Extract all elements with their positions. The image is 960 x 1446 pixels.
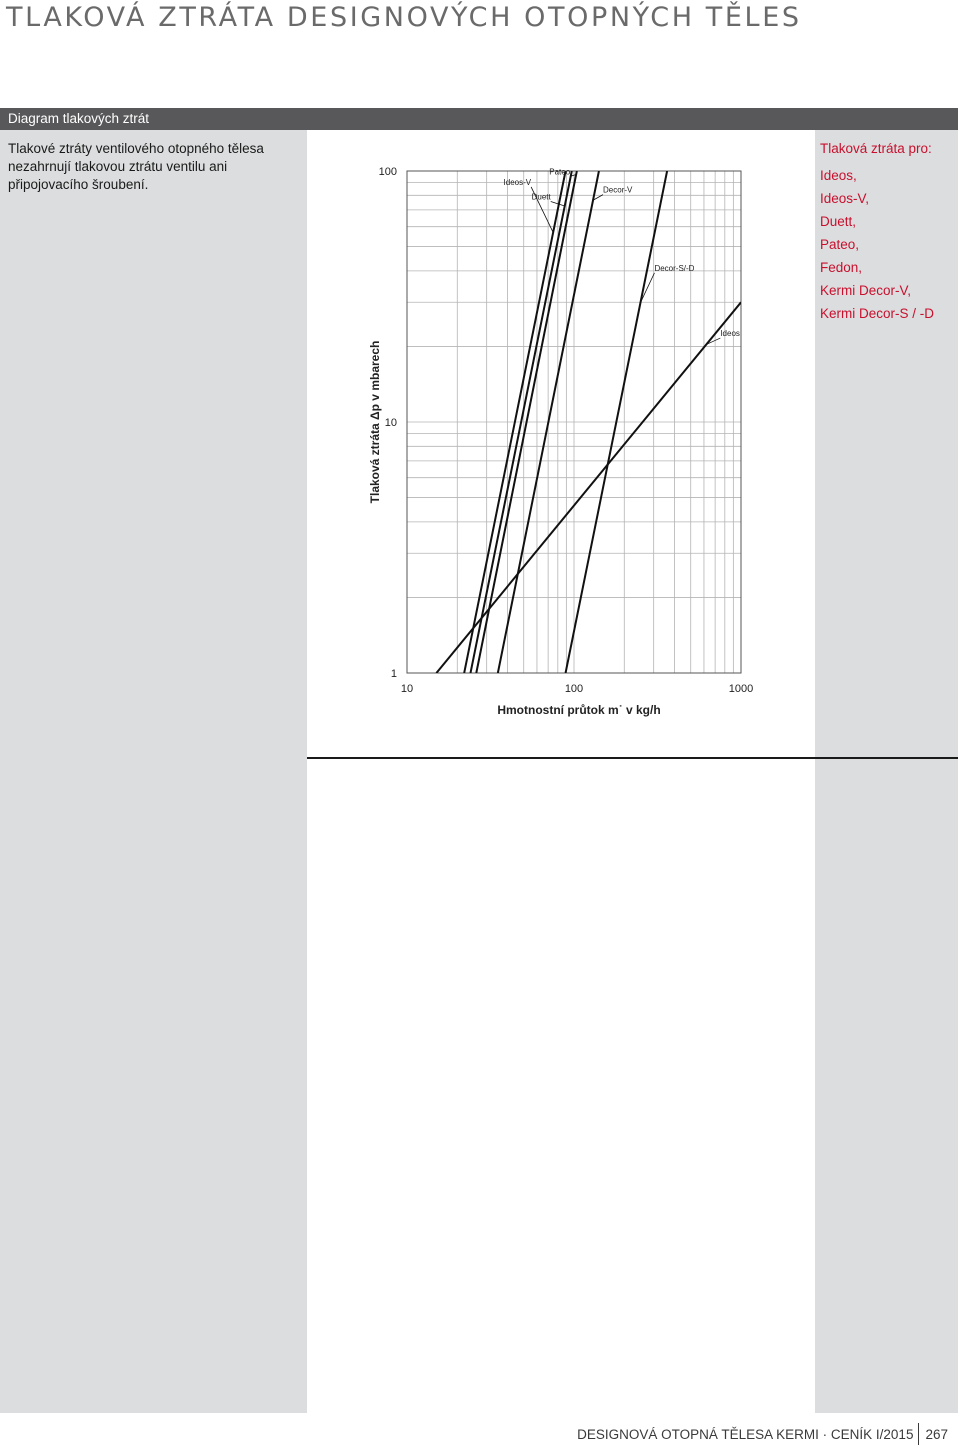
footer-separator bbox=[918, 1423, 919, 1445]
section-header: Diagram tlakových ztrát bbox=[8, 111, 150, 126]
footer-text: DESIGNOVÁ OTOPNÁ TĚLESA KERMI · CENÍK I/2015 bbox=[577, 1426, 914, 1442]
legend-item: Kermi Decor-S / -D bbox=[820, 306, 935, 321]
y-axis-title: Tlaková ztráta Δp v mbarech bbox=[368, 340, 382, 504]
annotation-label: Ideos bbox=[720, 329, 740, 339]
legend-item: Fedon, bbox=[820, 260, 863, 275]
page-number: 267 bbox=[925, 1426, 948, 1442]
legend-list bbox=[820, 164, 934, 325]
annotation-label: Ideos-V bbox=[503, 177, 532, 187]
annotation-label: Decor-V bbox=[603, 185, 633, 195]
legend-item: Pateo, bbox=[820, 237, 860, 252]
x-tick-label: 10 bbox=[400, 683, 414, 695]
legend-item: Ideos-V, bbox=[820, 191, 870, 206]
annotation-label: Duett bbox=[531, 192, 551, 202]
legend-item: Kermi Decor-V, bbox=[820, 283, 912, 298]
legend-item: Duett, bbox=[820, 214, 857, 229]
section-divider bbox=[307, 757, 958, 759]
pressure-loss-chart bbox=[307, 130, 815, 757]
page-title: TLAKOVÁ ZTRÁTA DESIGNOVÝCH OTOPNÝCH TĚLES bbox=[6, 2, 802, 33]
page-footer bbox=[577, 1422, 948, 1446]
left-column bbox=[0, 130, 307, 1413]
y-tick-label: 1 bbox=[390, 668, 397, 680]
annotation-label: Pateo bbox=[549, 167, 571, 177]
annotation-label: Decor-S/-D bbox=[654, 263, 695, 273]
y-tick-label: 10 bbox=[384, 417, 397, 429]
x-tick-label: 100 bbox=[564, 683, 584, 695]
section-header-bar bbox=[0, 108, 958, 130]
legend-heading: Tlaková ztráta pro: bbox=[820, 141, 932, 156]
legend-item: Ideos, bbox=[820, 168, 857, 183]
intro-text: Tlakové ztráty ventilového otopného tělesa nezahrnují tlakovou ztrátu ventilu ani připojovacího šroubení. bbox=[8, 141, 264, 192]
series-line-ideos bbox=[436, 302, 741, 673]
x-tick-label: 1000 bbox=[728, 683, 754, 695]
y-tick-label: 100 bbox=[378, 166, 397, 178]
x-axis-title: Hmotnostní průtok m˙ v kg/h bbox=[497, 703, 661, 717]
